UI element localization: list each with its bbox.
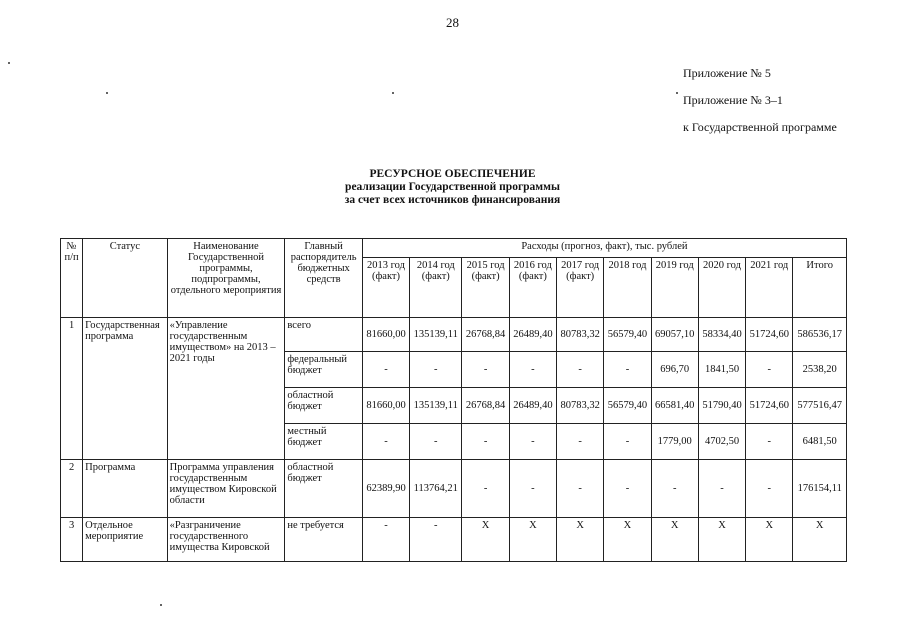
total-cell: 577516,47 [793, 388, 847, 424]
value-cell: 26768,84 [462, 388, 509, 424]
value-cell: 80783,32 [557, 318, 604, 352]
value-cell: 69057,10 [651, 318, 698, 352]
header-year-2020: 2020 год [698, 258, 745, 318]
header-status: Статус [83, 239, 168, 318]
value-cell: X [651, 518, 698, 562]
header-distributor: Главный распорядитель бюджетных средств [285, 239, 362, 318]
row-source: областной бюджет [285, 460, 362, 518]
value-cell: 56579,40 [604, 388, 651, 424]
row-name: «Разграничение государственного имущества Кировской [167, 518, 285, 562]
header-name: Наименование Государственной программы, подпрограммы, отдельного мероприятия [167, 239, 285, 318]
header-year-2014: 2014 год (факт) [410, 258, 462, 318]
value-cell: 26489,40 [509, 318, 556, 352]
row-name: Программа управления государственным имуществом Кировской области [167, 460, 285, 518]
page-number: 28 [446, 15, 459, 30]
title-line-3: за счет всех источников финансирования [344, 194, 561, 206]
value-cell: 4702,50 [698, 424, 745, 460]
value-cell: 26489,40 [509, 388, 556, 424]
value-cell: - [557, 352, 604, 388]
value-cell: - [557, 460, 604, 518]
title-line-2: реализации Государственной программы [345, 181, 560, 193]
row-source: областной бюджет [285, 388, 362, 424]
header-expenses: Расходы (прогноз, факт), тыс. рублей [362, 239, 846, 258]
row-num: 3 [61, 518, 83, 562]
value-cell: 81660,00 [362, 388, 409, 424]
value-cell: 1779,00 [651, 424, 698, 460]
total-cell: 2538,20 [793, 352, 847, 388]
table-row [61, 460, 847, 518]
value-cell: - [362, 424, 409, 460]
value-cell: 26768,84 [462, 318, 509, 352]
header-year-2021: 2021 год [746, 258, 793, 318]
value-cell: - [604, 424, 651, 460]
value-cell: - [410, 424, 462, 460]
value-cell: - [410, 518, 462, 562]
scan-speck [676, 92, 678, 94]
value-cell: 113764,21 [410, 460, 462, 518]
header-year-2016: 2016 год (факт) [509, 258, 556, 318]
value-cell: - [509, 424, 556, 460]
scan-speck [8, 62, 10, 64]
value-cell: 135139,11 [410, 388, 462, 424]
value-cell: 1841,50 [698, 352, 745, 388]
document-title [0, 168, 905, 207]
value-cell: 51724,60 [746, 318, 793, 352]
value-cell: X [462, 518, 509, 562]
header-year-2015: 2015 год (факт) [462, 258, 509, 318]
appendix-line-2: Приложение № 3–1 [683, 93, 783, 107]
value-cell: 51790,40 [698, 388, 745, 424]
row-source: всего [285, 318, 362, 352]
value-cell: - [604, 460, 651, 518]
value-cell: 58334,40 [698, 318, 745, 352]
header-year-2017: 2017 год (факт) [557, 258, 604, 318]
value-cell: - [698, 460, 745, 518]
value-cell: - [362, 518, 409, 562]
value-cell: - [362, 352, 409, 388]
row-name: «Управление государственным имуществом» на 2013 – 2021 годы [167, 318, 285, 460]
value-cell: X [746, 518, 793, 562]
row-source: не требуется [285, 518, 362, 562]
value-cell: - [462, 424, 509, 460]
value-cell: 81660,00 [362, 318, 409, 352]
value-cell: - [746, 460, 793, 518]
value-cell: X [604, 518, 651, 562]
value-cell: 66581,40 [651, 388, 698, 424]
scan-speck [106, 92, 108, 94]
row-num: 2 [61, 460, 83, 518]
row-status: Программа [83, 460, 168, 518]
row-source: местный бюджет [285, 424, 362, 460]
total-cell: 176154,11 [793, 460, 847, 518]
value-cell: 80783,32 [557, 388, 604, 424]
value-cell: 51724,60 [746, 388, 793, 424]
row-status: Государственная программа [83, 318, 168, 460]
value-cell: 56579,40 [604, 318, 651, 352]
value-cell: - [462, 352, 509, 388]
value-cell: X [557, 518, 604, 562]
table-row [61, 318, 847, 352]
resource-table [60, 238, 847, 562]
value-cell: - [410, 352, 462, 388]
total-cell: 6481,50 [793, 424, 847, 460]
value-cell: - [604, 352, 651, 388]
value-cell: X [698, 518, 745, 562]
scan-speck [392, 92, 394, 94]
value-cell: - [462, 460, 509, 518]
value-cell: 696,70 [651, 352, 698, 388]
value-cell: - [746, 424, 793, 460]
value-cell: - [509, 460, 556, 518]
title-line-1: РЕСУРСНОЕ ОБЕСПЕЧЕНИЕ [369, 168, 536, 180]
header-year-2013: 2013 год (факт) [362, 258, 409, 318]
row-source: федеральный бюджет [285, 352, 362, 388]
value-cell: - [746, 352, 793, 388]
total-cell: 586536,17 [793, 318, 847, 352]
value-cell: 135139,11 [410, 318, 462, 352]
header-year-2018: 2018 год [604, 258, 651, 318]
value-cell: - [651, 460, 698, 518]
value-cell: X [509, 518, 556, 562]
table-row [61, 518, 847, 562]
value-cell: - [557, 424, 604, 460]
value-cell: - [509, 352, 556, 388]
header-total: Итого [793, 258, 847, 318]
header-year-2019: 2019 год [651, 258, 698, 318]
scan-speck [160, 604, 162, 606]
appendix-line-3: к Государственной программе [683, 120, 837, 134]
row-num: 1 [61, 318, 83, 460]
appendix-line-1: Приложение № 5 [683, 66, 771, 80]
total-cell: X [793, 518, 847, 562]
value-cell: 62389,90 [362, 460, 409, 518]
row-status: Отдельное мероприятие [83, 518, 168, 562]
header-num: № п/п [61, 239, 83, 318]
